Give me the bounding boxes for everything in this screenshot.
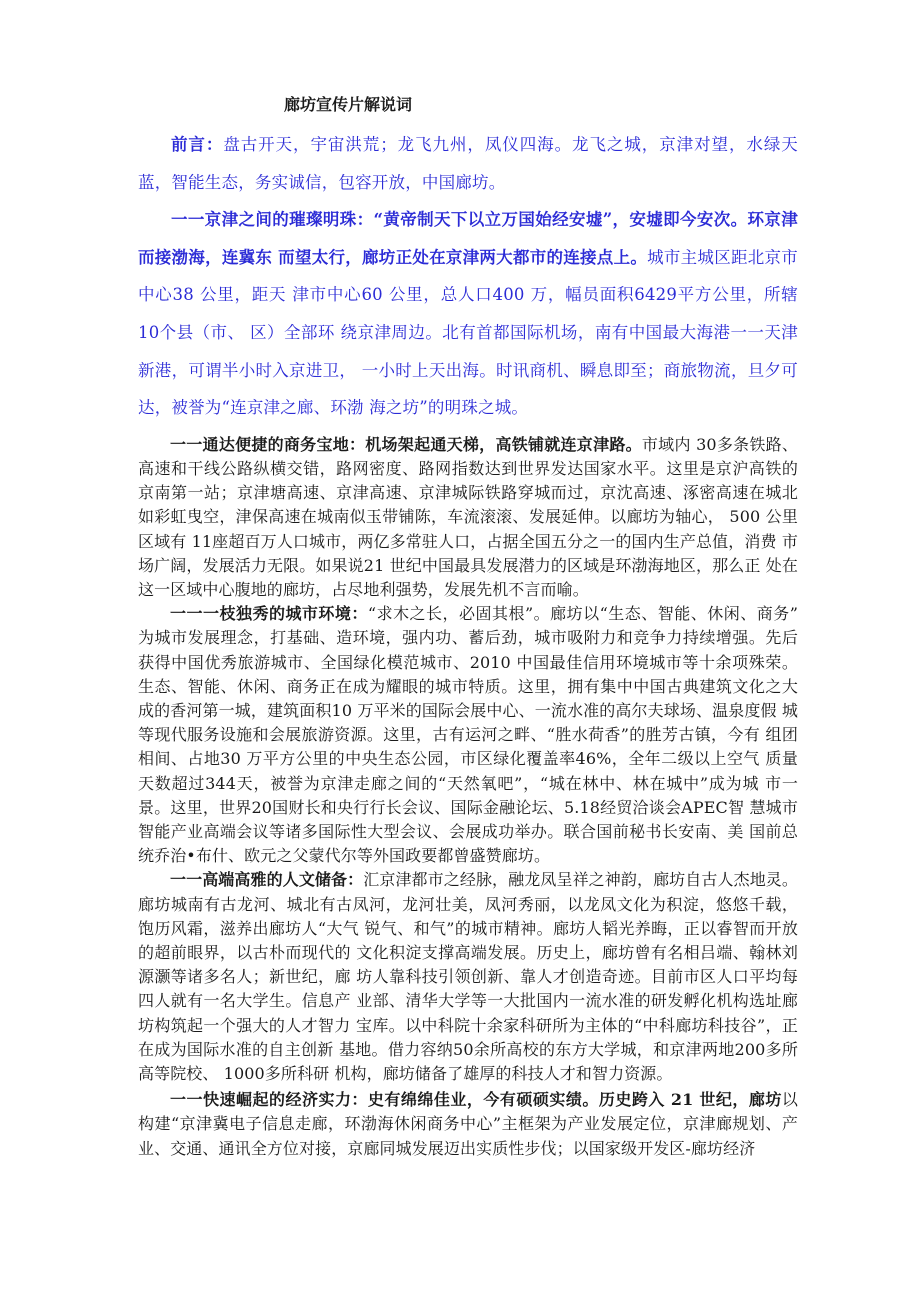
culture-body: 汇京津都市之经脉，融龙凤呈祥之神韵，廊坊自古人杰地灵。 廊坊城南有古龙河、城北有古凤河，龙河壮美，凤河秀丽，以龙凤文化为积淀，悠悠千载， 饱历风霜，滋养出廊坊人“大气 锐气、和气”的城市精神。廊坊人韬光养晦，正以睿智而开放的超前眼界，以古朴而现代的 文化积淀支撑高端发展。历史上，廊坊曾有名相吕端、翰林刘源灏等诸多名人；新世纪，廊 坊人靠科技引领创新、靠人才创造奇迹。目前市区人口平均每四人就有一名大学生。信息产 业部、清华大学等一大批国内一流水准的研发孵化机构选址廊坊构筑起一个强大的人才智力 宝库。以中科院十余家科研所为主体的“中科廊坊科技谷”，正在成为国际水准的自主创新 基地。借力容纳50余所高校的东方大学城，和京津两地200多所高等院校、 1000多所科研 机构，廊坊储备了雄厚的科技人才和智力资源。: [138, 870, 798, 1084]
preface-body: 盘古开天，宇宙洪荒；龙飞九州，凤仪四海。龙飞之城，京津对望，水绿天蓝，智能生态，务实诚信，包容开放，中国廊坊。: [138, 135, 798, 192]
business-lead: 一一通达便捷的商务宝地：机场架起通天梯，高铁铺就连京津路。: [170, 434, 642, 454]
document-page: [138, 92, 798, 1161]
preface-lead: 前言：: [171, 135, 224, 154]
document-title: 廊坊宣传片解说词: [284, 95, 413, 114]
economy-lead: 一一快速崛起的经济实力：史有绵绵佳业，今有硕硕实绩。历史跨入 21 世纪，廊坊: [170, 1090, 782, 1110]
economy-body: 以构建“京津冀电子信息走廊，环渤海休闲商务中心”主框架为产业发展定位，京津廊规划、产业、交通、通讯全方位对接，京廊同城发展迈出实质性步伐；以国家级开发区-廊坊经济: [138, 1090, 798, 1158]
culture-lead: 一一高端高雅的人文储备：: [170, 870, 364, 890]
paragraph-environment: [138, 602, 798, 868]
paragraph-business: [138, 433, 798, 602]
business-body: 市域内 30多条铁路、 高速和干线公路纵横交错，路网密度、路网指数达到世界发达国家水平。这里是京沪高铁的 京南第一站；京津塘高速、京津高速、京津城际铁路穿城而过，京沈高速、涿密高速在城北 如彩虹曳空，津保高速在城南似玉带铺陈，车流滚滚、发展延伸。以廊坊为轴心， 500 公里 区域有 11座超百万人口城市，两亿多常驻人口，占据全国五分之一的国内生产总值，消费 市场广阔，发展活力无限。如果说21 世纪中国最具发展潜力的区域是环渤海地区，那么正 处在这一区域中心腹地的廊坊，占尽地利强势，发展先机不言而喻。: [138, 434, 799, 599]
paragraph-preface: [138, 126, 798, 201]
paragraph-culture: [138, 868, 798, 1086]
environment-body: “求木之长，必固其根”。廊坊以“生态、智能、休闲、商务” 为城市发展理念，打基础、造环境，强内功、蓄后劲，城市吸附力和竞争力持续增强。先后 获得中国优秀旅游城市、全国绿化模范城市、2010 中国最佳信用环境城市等十余项殊荣。 生态、智能、休闲、商务正在成为耀眼的城市特质。这里，拥有集中中国古典建筑文化之大 成的香河第一城，建筑面积10 万平米的国际会展中心、一流水准的高尔夫球场、温泉度假 城等现代服务设施和会展旅游资源。这里，古有运河之畔、“胜水荷香”的胜芳古镇，今有 组团相间、占地30 万平方公里的中央生态公园，市区绿化覆盖率46%，全年二级以上空气 质量天数超过344天，被誉为京津走廊之间的“天然氧吧”，“城在林中、林在城中”成为城 市一景。这里，世界20国财长和央行行长会议、国际金融论坛、5.18经贸洽谈会APEC智 慧城市智能产业高端会议等诸多国际性大型会议、会展成功举办。联合国前秘书长安南、美 国前总统乔治•布什、欧元之父蒙代尔等外国政要都曾盛赞廊坊。: [138, 604, 798, 866]
paragraph-economy: [138, 1088, 798, 1161]
environment-lead: 一一一枝独秀的城市环境：: [170, 604, 368, 624]
pearl-body: 城市主城区距北京市中心38 公里，距天 津市中心60 公里，总人口400 万，幅员面积6429平方公里，所辖10个县（市、 区）全部环 绕京津周边。北有首都国际机场，南有中国最大海港一一天津新港，可谓半小时入京进卫， 一小时上天出海。时讯商机、瞬息即至；商旅物流，旦夕可达，被誉为“连京津之廊、环渤 海之坊”的明珠之城。: [138, 247, 798, 418]
pearl-lead: 一一京津之间的璀璨明珠：“黄帝制天下以立万国始经安墟”，安墟即今安次。环京津 而接渤海，连冀东 而望太行，廊坊正处在京津两大都市的连接点上。: [138, 210, 798, 267]
paragraph-pearl: [138, 201, 798, 427]
